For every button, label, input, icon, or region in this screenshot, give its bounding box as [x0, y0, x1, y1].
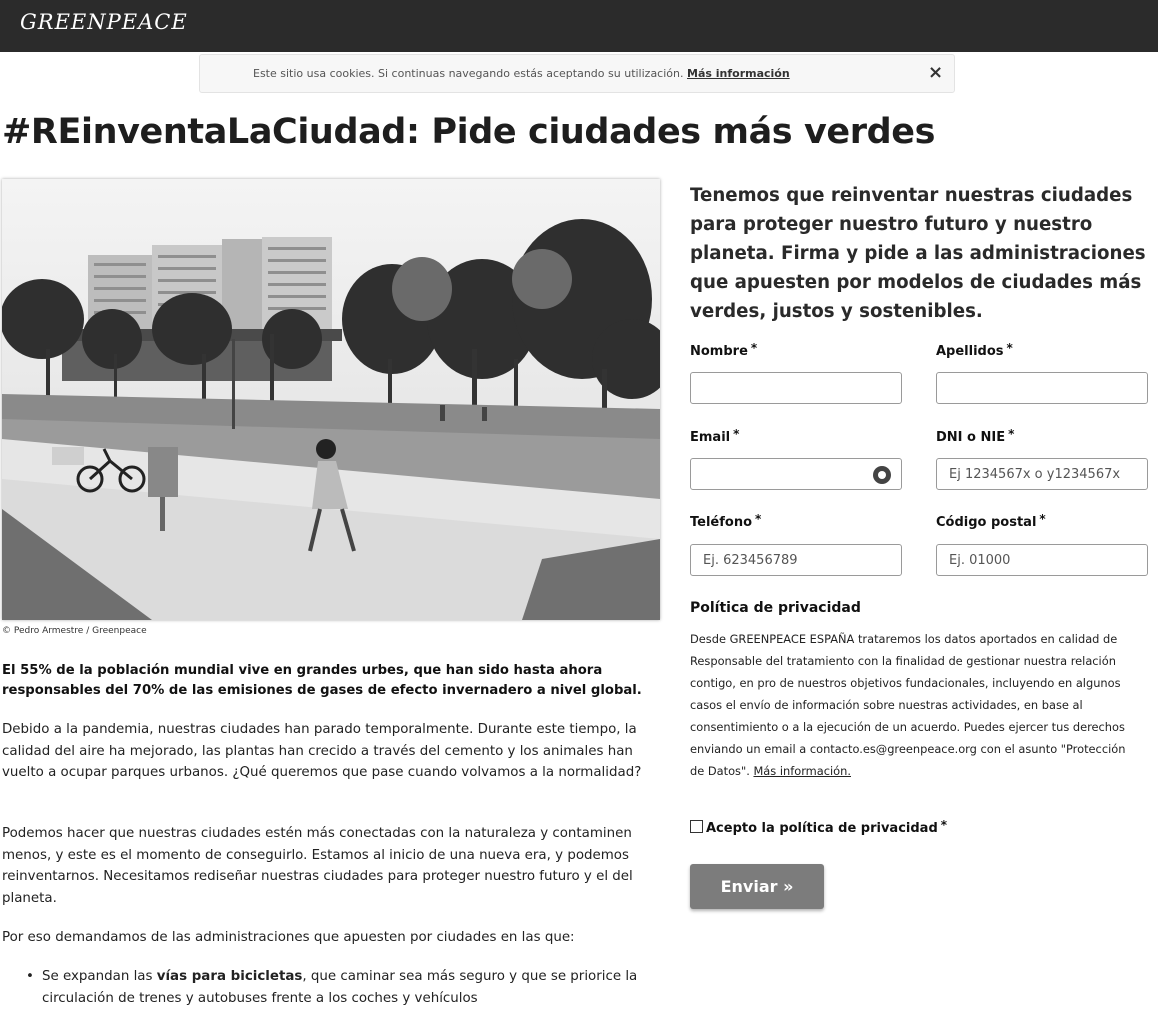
photo-credit: © Pedro Armestre / Greenpeace — [2, 626, 147, 636]
email-label-text: Email — [690, 430, 731, 445]
nombre-label — [690, 341, 758, 359]
email-label — [690, 427, 740, 445]
park-photo-illustration — [2, 179, 660, 620]
required-mark: * — [1039, 512, 1046, 526]
nombre-label-text: Nombre — [690, 344, 748, 359]
bullet-text — [28, 966, 668, 1010]
privacy-text — [690, 628, 1130, 782]
submit-button[interactable]: Enviar » — [690, 864, 824, 909]
form-intro: Tenemos que reinventar nuestras ciudades para proteger nuestro futuro y nuestro planeta. Firma y pide a las administraciones que apuesten por modelos de ciudades más verdes, justos y sostenibles. — [690, 185, 1146, 322]
article-paragraph: Debido a la pandemia, nuestras ciudades han parado temporalmente. Durante este tiempo, la calidad del aire ha mejorado, las plantas han crecido a través del cemento y los animales han vuelto a ocupar parques urbanos. ¿Qué queremos que pase cuando volvamos a la normalidad? — [2, 722, 642, 780]
greenpeace-logo[interactable]: GREENPEACE — [20, 10, 188, 34]
privacy-body: Desde GREENPEACE ESPAÑA trataremos los datos aportados en calidad de Responsable del tratamiento con la finalidad de gestionar nuestra relación contigo, en pro de nuestros objetivos fundacionales, incluyendo en algunos casos el envío de información sobre nuestras actividades, en base al consentimiento o a la ejecución de un acuerdo. Puedes ejercer tus derechos enviando un email a contacto.es@greenpeace.org con el asunto "Protección de Datos". — [690, 632, 1126, 778]
required-mark: * — [755, 512, 762, 526]
cookie-text — [253, 67, 790, 80]
privacy-title: Política de privacidad — [690, 600, 861, 616]
codigo-postal-label — [936, 512, 1046, 530]
required-mark: * — [940, 818, 948, 832]
list-item — [28, 966, 668, 1010]
dni-field[interactable] — [936, 458, 1148, 490]
article-lead: El 55% de la población mundial vive en grandes urbes, que han sido hasta ahora responsables del 70% de las emisiones de gases de efecto invernadero a nivel global. — [2, 663, 642, 698]
apellidos-label — [936, 341, 1013, 359]
privacy-accept-label: Acepto la política de privacidad — [706, 821, 938, 836]
bullet-suffix: , que caminar sea más seguro y que se priorice la circulación de trenes y autobuses frente a los coches y vehículos — [42, 969, 638, 1006]
required-mark: * — [1006, 341, 1013, 355]
privacy-accept[interactable] — [690, 820, 947, 836]
apellidos-label-text: Apellidos — [936, 344, 1004, 359]
telefono-label — [690, 512, 762, 530]
cookie-message: Este sitio usa cookies. Si continuas navegando estás aceptando su utilización. — [253, 67, 684, 80]
article-paragraph: Por eso demandamos de las administraciones que apuesten por ciudades en las que: — [2, 930, 575, 945]
cookie-banner — [199, 54, 955, 93]
nombre-field[interactable] — [690, 372, 902, 404]
dni-label — [936, 427, 1015, 445]
codigo-postal-field[interactable] — [936, 544, 1148, 576]
bullet-bold: vías para bicicletas — [156, 969, 303, 984]
campaign-photo — [2, 179, 660, 620]
required-mark: * — [750, 341, 758, 355]
close-icon[interactable]: × — [928, 62, 944, 83]
email-field[interactable] — [690, 458, 902, 490]
bullet-prefix: Se expandan las — [42, 969, 157, 984]
privacy-checkbox[interactable] — [690, 820, 703, 833]
telefono-field[interactable] — [690, 544, 902, 576]
privacy-more-info-link[interactable]: Más información. — [753, 764, 851, 778]
dni-label-text: DNI o NIE — [936, 430, 1006, 445]
apellidos-field[interactable] — [936, 372, 1148, 404]
password-manager-icon[interactable] — [873, 466, 891, 484]
bullet-icon: • — [26, 969, 34, 984]
required-mark: * — [1008, 427, 1015, 441]
telefono-label-text: Teléfono — [690, 515, 753, 530]
cookie-more-info-link[interactable]: Más información — [687, 67, 790, 80]
top-bar — [0, 0, 1158, 52]
page-title: #REinventaLaCiudad: Pide ciudades más verdes — [2, 112, 936, 152]
codigo-postal-label-text: Código postal — [936, 515, 1037, 530]
required-mark: * — [733, 427, 740, 441]
article-paragraph: Podemos hacer que nuestras ciudades estén más conectadas con la naturaleza y contaminen menos, y este es el momento de conseguirlo. Estamos al inicio de una nueva era, y podemos reinventarnos. Necesitamos rediseñar nuestras ciudades para proteger nuestro futuro y el del planeta. — [2, 826, 633, 906]
